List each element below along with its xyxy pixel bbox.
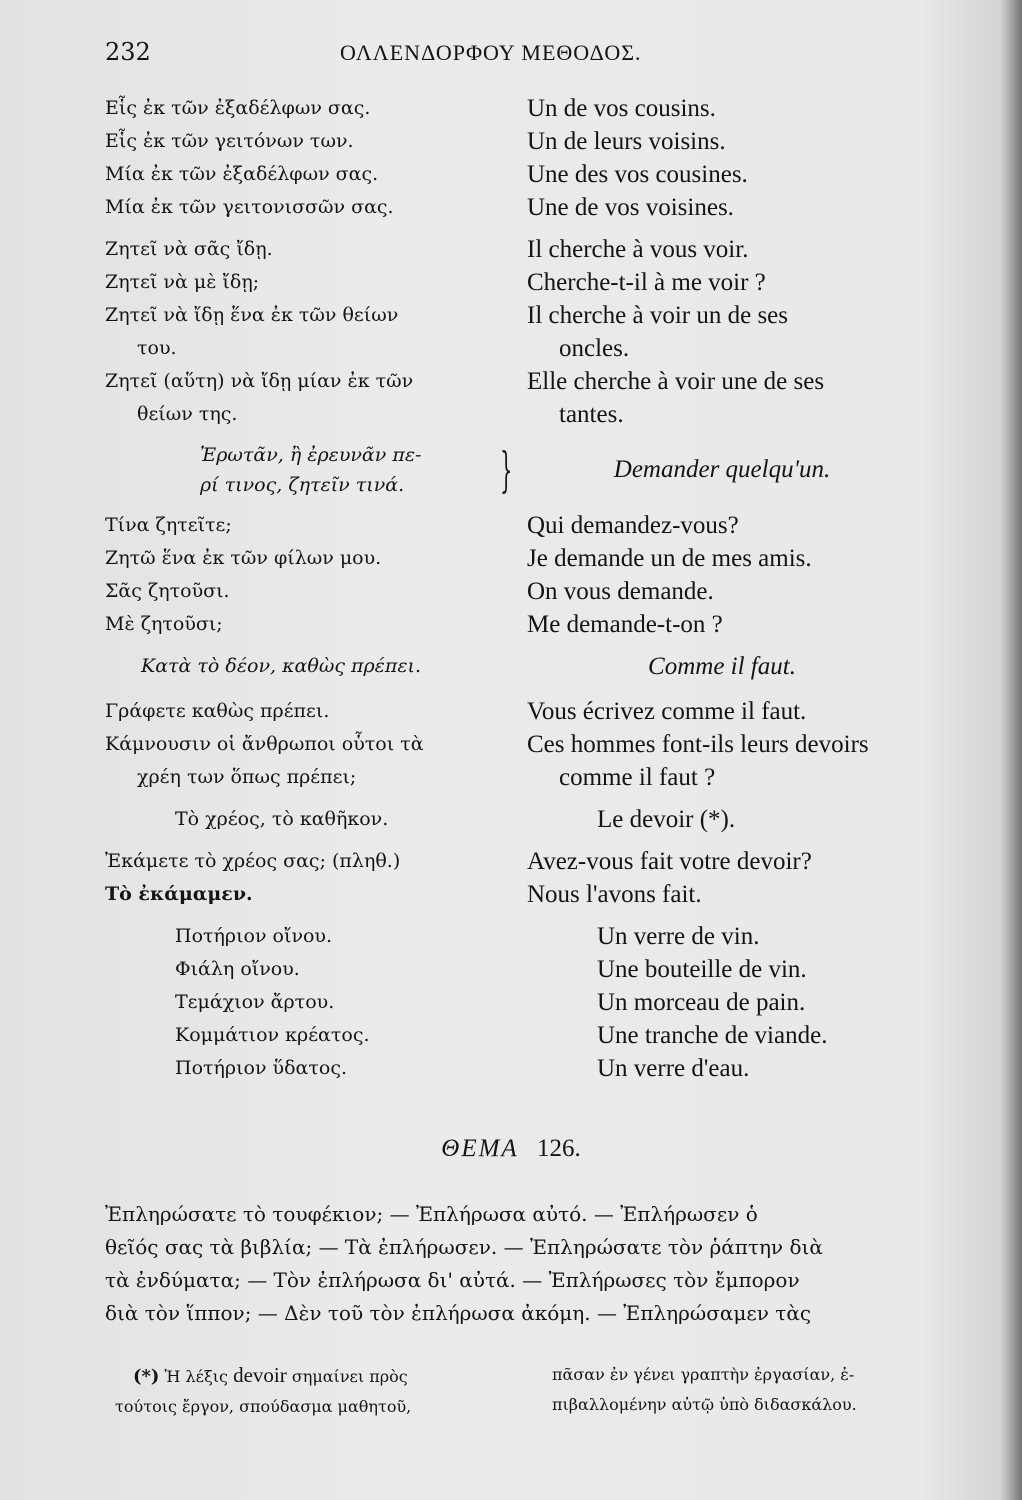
french-line: Nous l'avons fait. xyxy=(527,881,702,908)
french-line: comme il faut ? xyxy=(559,764,716,791)
greek-line: Ζητεῖ νὰ σᾶς ἴδῃ. xyxy=(105,238,273,260)
french-subheading: Le devoir (*). xyxy=(597,806,736,833)
greek-line: Τεμάχιον ἄρτου. xyxy=(175,991,335,1013)
greek-line: Κομμάτιον κρέατος. xyxy=(175,1024,370,1046)
greek-line: Ποτήριον ὕδατος. xyxy=(175,1057,348,1079)
greek-subheading: Κατὰ τὸ δέον, καθὼς πρέπει. xyxy=(141,655,422,677)
greek-line: Ἐκάμετε τὸ χρέος σας; (πληθ.) xyxy=(105,850,401,872)
french-line: Vous écrivez comme il faut. xyxy=(527,698,807,725)
french-line: Je demande un de mes amis. xyxy=(527,545,812,572)
french-line: oncles. xyxy=(559,335,630,362)
exercise-line: θεῖός σας τὰ βιβλία; — Τὰ ἐπλήρωσεν. — Ἐπληρώσατε τὸν ῥάπτην διὰ xyxy=(105,1235,823,1259)
exercise-line: τὰ ἐνδύματα; — Τὸν ἐπλήρωσα δι' αὐτά. — Ἐπλήρωσες τὸν ἔμπορον xyxy=(105,1268,800,1292)
french-line: Une bouteille de vin. xyxy=(597,956,807,983)
greek-line: Ζητῶ ἕνα ἐκ τῶν φίλων μου. xyxy=(105,547,382,569)
greek-line: Εἷς ἐκ τῶν γειτόνων των. xyxy=(105,130,354,152)
french-line: Il cherche à vous voir. xyxy=(527,236,749,263)
french-line: Une des vos cousines. xyxy=(527,161,748,188)
greek-line: Τίνα ζητεῖτε; xyxy=(105,514,232,536)
footnote-left: (*) Ἡ λέξις devoir σημαίνει πρὸς τούτοις ἔργον, σπούδασμα μαθητοῦ, xyxy=(115,1363,412,1416)
french-line: Une tranche de viande. xyxy=(597,1022,828,1049)
french-line: Avez-vous fait votre devoir? xyxy=(527,848,812,875)
greek-line: Κάμνουσιν οἱ ἄνθρωποι οὗτοι τὰ xyxy=(105,733,424,755)
greek-line: Φιάλη οἴνου. xyxy=(175,958,300,980)
greek-line: Σᾶς ζητοῦσι. xyxy=(105,580,230,602)
page-header xyxy=(105,30,915,70)
french-line: Un verre de vin. xyxy=(597,923,760,950)
greek-line: Γράφετε καθὼς πρέπει. xyxy=(105,700,330,722)
exercise-number: 126. xyxy=(536,1135,581,1162)
greek-line: Ποτήριον οἴνου. xyxy=(175,925,333,947)
french-line: Une de vos voisines. xyxy=(527,194,734,221)
greek-line: Τὸ ἐκάμαμεν. xyxy=(105,883,253,905)
french-line: Elle cherche à voir une de ses xyxy=(527,368,825,395)
exercise-heading xyxy=(0,1135,1022,1163)
exercise-line: διὰ τὸν ἵππον; — Δὲν τοῦ τὸν ἐπλήρωσα ἀκόμη. — Ἐπληρώσαμεν τὰς xyxy=(105,1301,812,1325)
greek-line: Ζητεῖ (αὕτη) νὰ ἴδῃ μίαν ἐκ τῶν xyxy=(105,370,414,392)
french-line: On vous demande. xyxy=(527,578,714,605)
french-subheading: Demander quelqu'un. xyxy=(613,456,831,483)
greek-line: Μὲ ζητοῦσι; xyxy=(105,613,223,635)
greek-line: Μία ἐκ τῶν γειτονισσῶν σας. xyxy=(105,196,394,218)
exercise-line: Ἐπληρώσατε τὸ τουφέκιον; — Ἐπλήρωσα αὐτό. — Ἐπλήρωσεν ὁ xyxy=(105,1202,758,1226)
running-title: ΟΛΛΕΝΔΟΡΦΟΥ ΜΕΘΟΔΟΣ. xyxy=(340,40,642,65)
french-line: Me demande-t-on ? xyxy=(527,611,723,638)
greek-line: Εἷς ἐκ τῶν ἐξαδέλφων σας. xyxy=(105,97,371,119)
greek-line: Ζητεῖ νὰ μὲ ἴδῃ; xyxy=(105,271,260,293)
exercise-text xyxy=(105,1198,980,1330)
greek-line: του. xyxy=(137,337,177,359)
french-line: Ces hommes font-ils leurs devoirs xyxy=(527,731,869,758)
brace-glyph: } xyxy=(500,442,513,498)
french-line: Un de leurs voisins. xyxy=(527,128,726,155)
french-subheading: Comme il faut. xyxy=(648,653,796,680)
french-line: Un verre d'eau. xyxy=(597,1055,750,1082)
greek-column xyxy=(105,92,513,1085)
french-line: Cherche-t-il à me voir ? xyxy=(527,269,766,296)
greek-line: Ζητεῖ νὰ ἴδῃ ἕνα ἐκ τῶν θείων xyxy=(105,304,399,326)
french-line: Un morceau de pain. xyxy=(597,989,806,1016)
exercise-label: ΘΕΜΑ xyxy=(441,1135,519,1162)
french-column xyxy=(527,92,957,1085)
french-line: Qui demandez-vous? xyxy=(527,512,739,539)
page-number: 232 xyxy=(105,38,151,66)
greek-line: Μία ἐκ τῶν ἐξαδέλφων σας. xyxy=(105,163,379,185)
footnote-right: πᾶσαν ἐν γένει γραπτὴν ἐργασίαν, ἐ- πιβαλλομένην αὐτῷ ὑπὸ διδασκάλου. xyxy=(552,1365,857,1414)
greek-subheading: Ἐρωτᾶν, ἢ ἐρευνᾶν πε- ρί τινος, ζητεῖν τινά. } xyxy=(200,442,513,498)
page-edge-shadow xyxy=(1000,0,1022,1500)
french-line: tantes. xyxy=(559,401,624,428)
footnote-mark: (*) xyxy=(133,1366,160,1387)
greek-line: χρέη των ὅπως πρέπει; xyxy=(137,766,357,788)
french-line: Un de vos cousins. xyxy=(527,95,716,122)
greek-subheading: Τὸ χρέος, τὸ καθῆκον. xyxy=(175,808,389,830)
footnote-term: devoir xyxy=(233,1363,287,1387)
french-line: Il cherche à voir un de ses xyxy=(527,302,788,329)
greek-line: θείων της. xyxy=(137,403,238,425)
